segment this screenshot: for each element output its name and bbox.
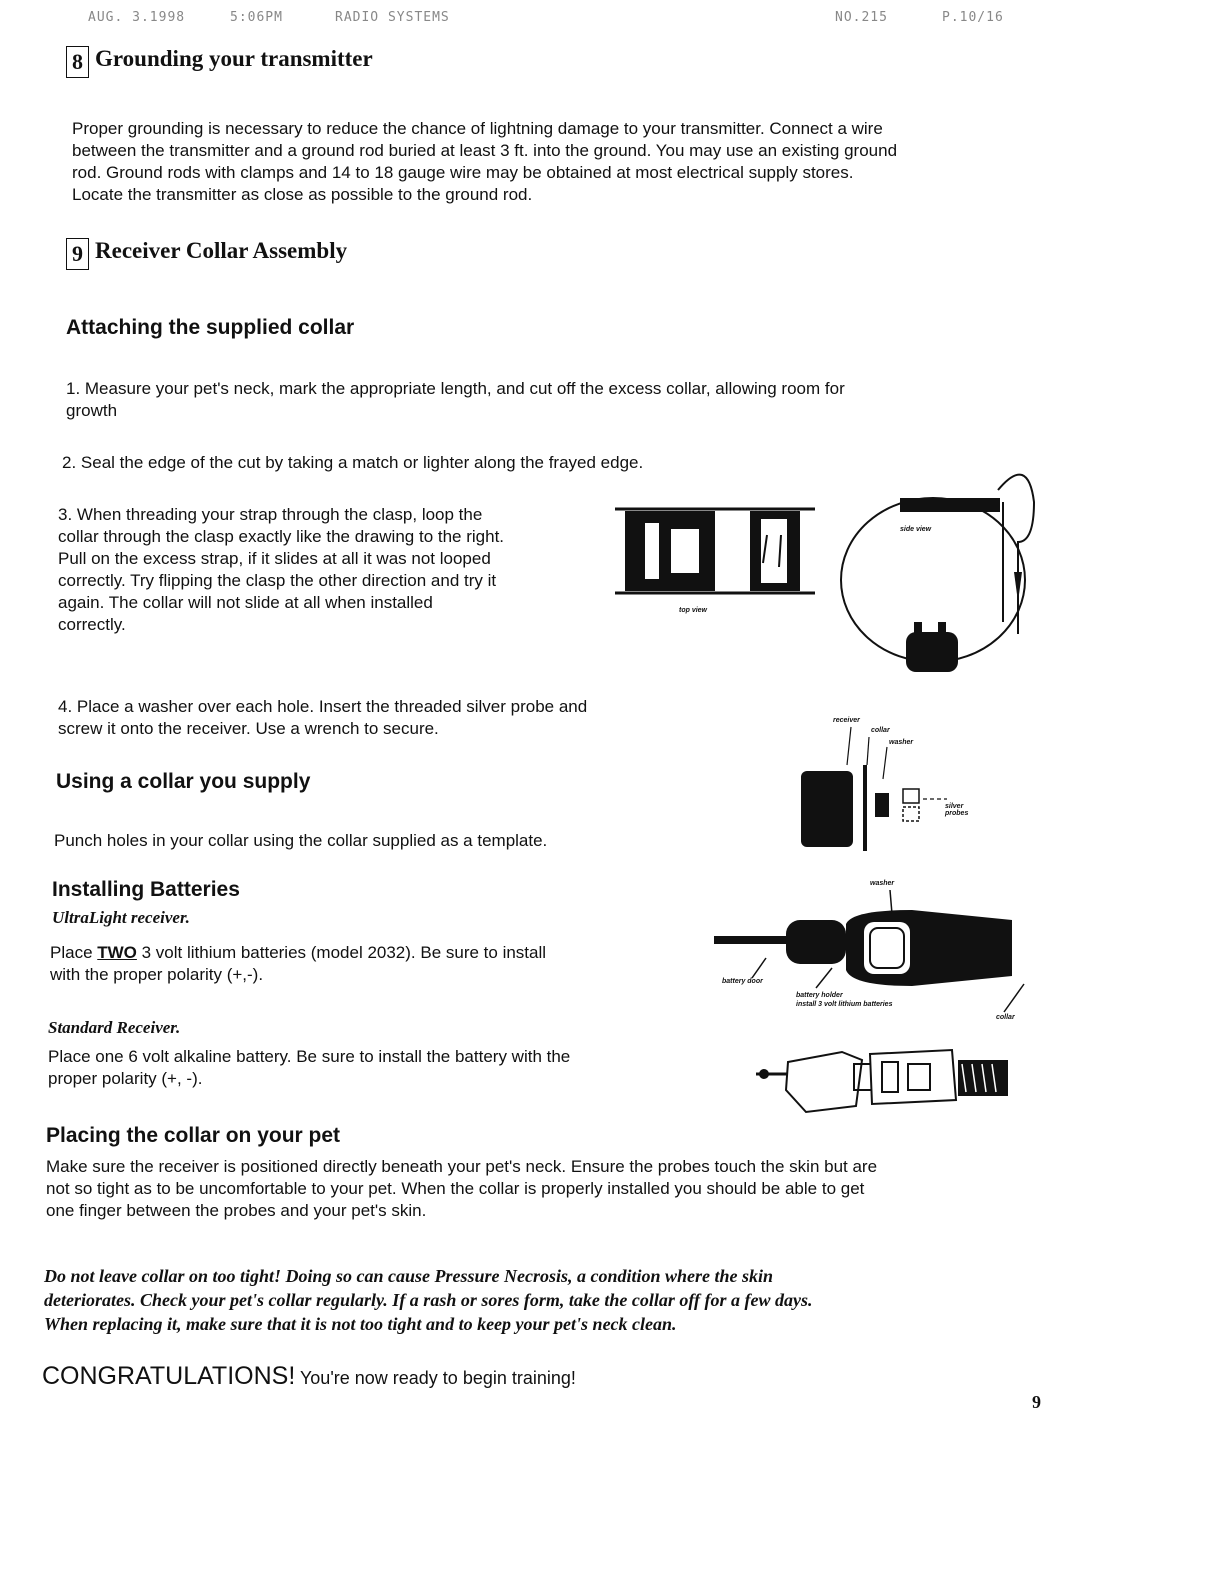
- step1-line: 1. Measure your pet's neck, mark the appropriate length, and cut off the excess collar, allowing room for: [66, 379, 845, 398]
- step3: [58, 504, 618, 636]
- battery-figure: [712, 880, 1032, 1025]
- section8-paragraph: [72, 118, 1072, 206]
- congrats-big: CONGRATULATIONS!: [42, 1362, 296, 1390]
- probe-label-washer: washer: [889, 739, 914, 746]
- standard-line: Place one 6 volt alkaline battery. Be sure to install the battery with the: [48, 1047, 571, 1066]
- ultralight-line2: with the proper polarity (+,-).: [50, 965, 264, 984]
- ultralight-post: 3 volt lithium batteries (model 2032). Be sure to install: [136, 943, 547, 962]
- battery-label-collar: collar: [996, 1014, 1015, 1021]
- step2: 2. Seal the edge of the cut by taking a match or lighter along the frayed edge.: [62, 453, 644, 472]
- step3-line: collar through the clasp exactly like the drawing to the right.: [58, 527, 505, 546]
- warning-line: Do not leave collar on too tight! Doing so can cause Pressure Necrosis, a condition where the skin: [44, 1266, 774, 1286]
- step3-line: correctly.: [58, 615, 126, 634]
- ultralight-label: UltraLight receiver.: [52, 908, 190, 927]
- using-text: Punch holes in your collar using the collar supplied as a template.: [54, 831, 548, 850]
- step3-line: again. The collar will not slide at all when installed: [58, 593, 433, 612]
- ultralight-text: [50, 942, 690, 986]
- step4-line: 4. Place a washer over each hole. Insert the threaded silver probe and: [58, 697, 588, 716]
- step4: [58, 696, 738, 740]
- battery-label-holder: battery holder: [796, 992, 843, 999]
- step3-line: Pull on the excess strap, if it slides at all it was not looped: [58, 549, 491, 568]
- section8-title: Grounding your transmitter: [95, 46, 373, 71]
- placing-title: Placing the collar on your pet: [46, 1124, 341, 1147]
- standard-label: Standard Receiver.: [48, 1018, 181, 1037]
- section8-line: Locate the transmitter as close as possible to the ground rod.: [72, 185, 533, 204]
- collar-side-label: side view: [900, 526, 932, 533]
- step3-line: correctly. Try flipping the clasp the other direction and try it: [58, 571, 497, 590]
- section9-title: Receiver Collar Assembly: [95, 238, 348, 263]
- section9-number: 9: [66, 238, 89, 270]
- fax-page: P.10/16: [942, 10, 1004, 25]
- battery-label-holder-note: install 3 volt lithium batteries: [796, 1001, 893, 1008]
- fax-time: 5:06PM: [230, 10, 283, 25]
- clasp-label: top view: [679, 607, 708, 614]
- step1: [66, 378, 1046, 422]
- clasp-figure: [615, 505, 815, 620]
- section8-number: 8: [66, 46, 89, 78]
- page-number: 9: [1032, 1392, 1041, 1412]
- battery-label-door: battery door: [722, 978, 763, 985]
- section8-line: Proper grounding is necessary to reduce the chance of lightning damage to your transmitter. Connect a wire: [72, 119, 883, 138]
- placing-paragraph: [46, 1156, 1066, 1222]
- probe-figure: [795, 715, 985, 855]
- congrats-line: [42, 1362, 576, 1391]
- standard-line: proper polarity (+, -).: [48, 1069, 203, 1088]
- fax-number: NO.215: [835, 10, 888, 25]
- warning-line: When replacing it, make sure that it is not too tight and to keep your pet's neck clean.: [44, 1314, 677, 1334]
- placing-line: one finger between the probes and your pet's skin.: [46, 1201, 427, 1220]
- probe-label-probes: silver probes: [945, 803, 969, 817]
- step1-line: growth: [66, 401, 118, 420]
- section9-heading: [66, 238, 347, 270]
- step3-line: 3. When threading your strap through the clasp, loop the: [58, 505, 483, 524]
- section8-line: rod. Ground rods with clamps and 14 to 18 gauge wire may be obtained at most electrical supply stores.: [72, 163, 854, 182]
- fax-company: RADIO SYSTEMS: [335, 10, 450, 25]
- ultralight-two: TWO: [97, 943, 137, 962]
- probe-label-receiver: receiver: [833, 717, 860, 724]
- probe-label-collar: collar: [871, 727, 890, 734]
- battery-label-top: washer: [870, 880, 895, 887]
- fax-date: AUG. 3.1998: [88, 10, 186, 25]
- batteries-title: Installing Batteries: [52, 878, 240, 901]
- placing-line: Make sure the receiver is positioned directly beneath your pet's neck. Ensure the probes touch the skin but are: [46, 1157, 878, 1176]
- section8-line: between the transmitter and a ground rod buried at least 3 ft. into the ground. You may use an existing ground: [72, 141, 898, 160]
- warning-line: deteriorates. Check your pet's collar regularly. If a rash or sores form, take the collar off for a few days.: [44, 1290, 813, 1310]
- collar-side-figure: [838, 462, 1053, 682]
- standard-text: [48, 1046, 708, 1090]
- section8-heading: [66, 46, 373, 78]
- step4-line: screw it onto the receiver. Use a wrench to secure.: [58, 719, 439, 738]
- placing-line: not so tight as to be uncomfortable to your pet. When the collar is properly installed you should be able to get: [46, 1179, 865, 1198]
- ultralight-pre: Place: [50, 943, 98, 962]
- using-title: Using a collar you supply: [56, 770, 311, 793]
- attaching-title: Attaching the supplied collar: [66, 316, 355, 339]
- congrats-small: You're now ready to begin training!: [295, 1368, 576, 1388]
- warning-paragraph: [44, 1264, 1084, 1336]
- standard-receiver-figure: [752, 1040, 1017, 1115]
